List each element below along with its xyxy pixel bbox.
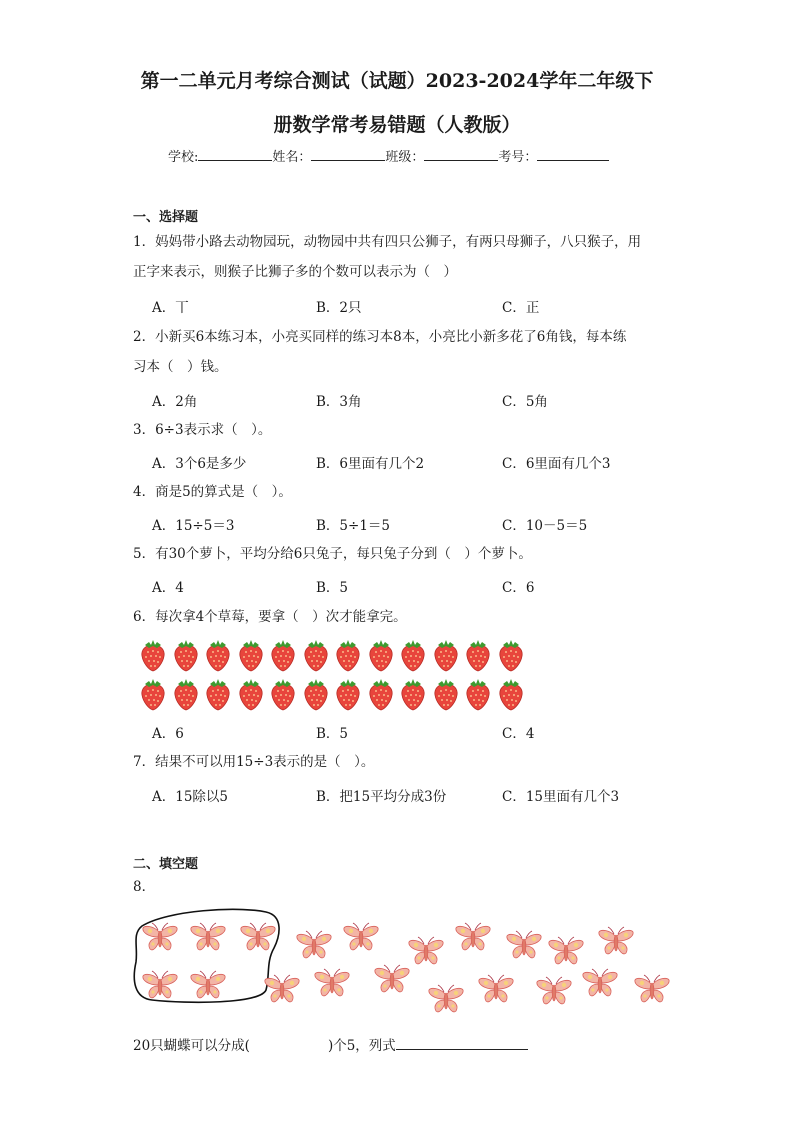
strawberry-icon [173,677,199,711]
butterfly-icon [548,936,584,968]
option-a[interactable]: A．2角 [152,394,198,410]
options-q1 [152,296,672,316]
option-a[interactable]: A．4 [152,580,184,596]
question-4 [133,477,663,507]
option-a[interactable]: A．丅 [152,300,189,316]
strawberry-icon [465,677,491,711]
class-field[interactable] [424,147,498,161]
question-text: 6．每次拿4个草莓，要拿（ ）次才能拿完。 [133,609,407,625]
strawberry-icon [400,677,426,711]
question-text: 4．商是5的算式是（ ）。 [133,484,292,500]
answer-text-mid: )个5，列式 [327,1038,396,1054]
id-field[interactable] [537,147,609,161]
option-a[interactable]: A．15除以5 [152,789,229,805]
options-q7 [152,785,672,805]
butterfly-icon [478,974,514,1006]
strawberry-row [140,677,530,711]
question-5 [133,539,663,569]
butterfly-icon [536,976,572,1008]
school-label: 学校: [168,150,199,165]
strawberry-icon [433,638,459,672]
options-q5 [152,576,672,596]
question-text: 3．6÷3表示求（ ）。 [133,422,272,438]
butterfly-icon [506,930,542,962]
school-field[interactable] [198,147,272,161]
strawberry-icon [238,638,264,672]
butterfly-icon [240,922,276,954]
strawberry-icon [400,638,426,672]
butterfly-illustration [128,906,673,1026]
option-b[interactable]: B．把15平均分成3份 [316,789,447,805]
option-c[interactable]: C．5角 [502,394,548,410]
strawberry-icon [270,677,296,711]
butterfly-icon [142,922,178,954]
option-c[interactable]: C．10－5＝5 [502,518,588,534]
student-info-row [168,146,609,165]
strawberry-icon [335,638,361,672]
strawberry-icon [465,638,491,672]
options-q4 [152,514,672,534]
strawberry-icon [335,677,361,711]
question-text: 1．妈妈带小路去动物园玩，动物园中共有四只公狮子，有两只母狮子，八只猴子，用 [133,234,642,250]
option-c[interactable]: C．6 [502,580,535,596]
strawberry-icon [498,638,524,672]
butterfly-icon [428,984,464,1016]
question-8-answer-line [133,1034,528,1054]
option-b[interactable]: B．5 [316,726,349,742]
butterfly-icon [598,926,634,958]
option-b[interactable]: B．6里面有几个2 [316,456,425,472]
butterfly-icon [374,964,410,996]
butterfly-icon [455,922,491,954]
strawberry-icon [303,638,329,672]
answer-text-prefix: 20只蝴蝶可以分成( [133,1038,250,1054]
option-b[interactable]: B．5 [316,580,349,596]
option-b[interactable]: B．5÷1＝5 [316,518,390,534]
id-label: 考号： [498,150,538,165]
strawberry-icon [270,638,296,672]
question-1 [133,227,663,287]
strawberry-icon [498,677,524,711]
butterfly-icon [190,922,226,954]
section-heading-fill: 二、填空题 [133,857,199,872]
options-q3 [152,452,672,472]
strawberry-icon [238,677,264,711]
section-heading-choice: 一、选择题 [133,210,199,225]
butterfly-icon [190,970,226,1002]
strawberry-icon [140,638,166,672]
option-c[interactable]: C．6里面有几个3 [502,456,611,472]
option-a[interactable]: A．6 [152,726,184,742]
options-q6 [152,722,672,742]
options-q2 [152,390,672,410]
strawberry-icon [303,677,329,711]
strawberry-icon [205,638,231,672]
question-text: 7．结果不可以用15÷3表示的是（ ）。 [133,754,375,770]
page-title-line2: 册数学常考易错题（人教版） [273,114,521,136]
option-c[interactable]: C．15里面有几个3 [502,789,620,805]
option-c[interactable]: C．正 [502,300,540,316]
question-7 [133,747,663,777]
strawberry-icon [368,638,394,672]
name-label: 姓名： [272,150,312,165]
question-text: 5．有30个萝卜，平均分给6只兔子，每只兔子分到（ ）个萝卜。 [133,546,532,562]
page-title-line1: 第一二单元月考综合测试（试题）2023-2024学年二年级下 [140,70,654,92]
option-c[interactable]: C．4 [502,726,535,742]
option-b[interactable]: B．2只 [316,300,362,316]
question-text: 习本（ ）钱。 [133,359,228,375]
strawberry-row [140,638,530,672]
question-2 [133,322,663,382]
name-field[interactable] [311,147,385,161]
question-text: 2．小新买6本练习本，小亮买同样的练习本8本，小亮比小新多花了6角钱，每本练 [133,329,627,345]
strawberry-icon [205,677,231,711]
butterfly-icon [408,936,444,968]
class-label: 班级： [385,150,425,165]
strawberry-icon [140,677,166,711]
butterfly-icon [296,930,332,962]
strawberry-icon [433,677,459,711]
question-6 [133,602,663,632]
butterfly-icon [582,968,618,1000]
butterfly-icon [264,974,300,1006]
question-text: 正字来表示，则猴子比狮子多的个数可以表示为（ ） [133,264,457,280]
question-8-number: 8． [133,879,156,895]
butterfly-icon [314,968,350,1000]
option-a[interactable]: A．15÷5＝3 [152,518,235,534]
equation-blank[interactable] [396,1036,528,1050]
butterfly-icon [343,922,379,954]
option-b[interactable]: B．3角 [316,394,362,410]
option-a[interactable]: A．3个6是多少 [152,456,247,472]
strawberry-icon [368,677,394,711]
question-3 [133,415,663,445]
strawberry-icon [173,638,199,672]
butterfly-icon [142,970,178,1002]
butterfly-icon [634,974,670,1006]
